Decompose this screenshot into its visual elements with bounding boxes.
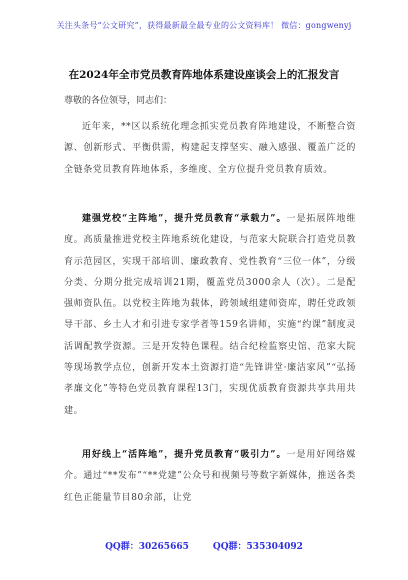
header-banner: 关注头条号“公文研究”，获得最新最全最专业的公文资料库！ 微信：gongwenyj bbox=[56, 21, 352, 30]
footer-qq-group-1: QQ群：30265665 bbox=[105, 542, 189, 552]
paragraph-party-school bbox=[64, 209, 356, 422]
paragraph-body: 一是拓展阵地维度。高质量推进党校主阵地系统化建设，与范家大院联合打造党员教育示范园区，实现干部培训、廉政教育、党性教育“三位一体”，分级分类、分期分批完成培训21期，覆盖党员3000余人（次）。二是配强师资队伍。以党校主阵地为载体，跨领域组建师资库，聘任党政领导干部、乡土人才和引进专家学者等159名讲师，实施“约课”制度灵活调配教学资源。三是开发特色课程。结合纪检监察史馆、范家大院等现场教学点位，创新开发本土资源打造“先锋讲堂·廉洁家风”“弘扬孝廉文化”等特色党员教育课程13门，实现优质教育资源共享共用共建。 bbox=[64, 214, 356, 416]
document-title: 在2024年全市党员教育阵地体系建设座谈会上的汇报发言 bbox=[68, 69, 340, 81]
salutation: 尊敬的各位领导，同志们： bbox=[64, 96, 173, 106]
paragraph-online bbox=[64, 445, 356, 509]
paragraph-lead: 建强党校“主阵地”，提升党员教育“承载力”。 bbox=[82, 214, 287, 224]
paragraph-body: 一是用好网络媒介。通过“**发布”“**党建”公众号和视频号等数字新媒体，推送各类红色正能量节目80余部，让党 bbox=[64, 450, 356, 503]
footer bbox=[0, 539, 408, 552]
paragraph-intro: 近年来，**区以系统化理念抓实党员教育阵地建设，不断整合资源、创新形式、平衡供需，构建起支撑坚实、融入感强、覆盖广泛的全链条党员教育阵地体系，多维度、全方位提升党员教育质效。 bbox=[64, 122, 356, 175]
paragraph-lead: 用好线上“活阵地”，提升党员教育“吸引力”。 bbox=[82, 450, 287, 460]
footer-qq-group-2: QQ群：535304092 bbox=[212, 542, 303, 552]
